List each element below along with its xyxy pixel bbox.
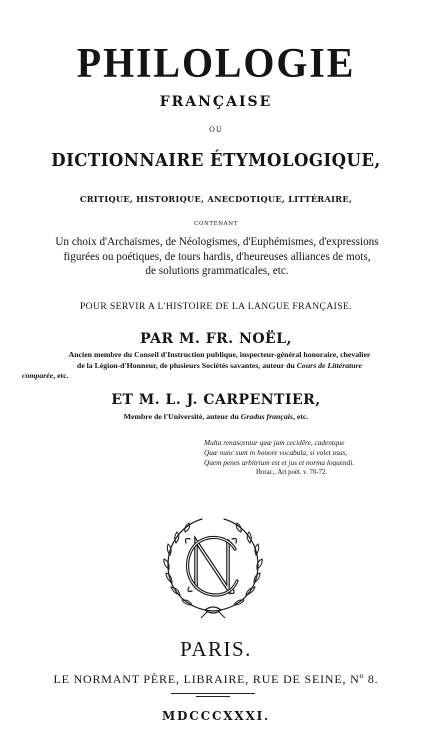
descriptor-line: CRITIQUE, HISTORIQUE, ANECDOTIQUE, LITTÉRAIRE,: [79, 194, 353, 204]
author1-text: , etc.: [53, 371, 69, 381]
author2-text: , etc.: [292, 412, 309, 421]
divider-rule: [171, 693, 255, 694]
conjunction-ou: OU: [209, 126, 223, 134]
nc-monogram-icon: [160, 513, 266, 618]
work-title: comparée: [22, 371, 54, 381]
imprint-city: PARIS.: [180, 637, 252, 661]
purpose-line: POUR SERVIR A L'HISTOIRE DE LA LANGUE FRANÇAISE.: [79, 301, 353, 312]
contents-label: CONTENANT: [194, 221, 238, 227]
author1-credentials-line: [22, 371, 417, 382]
author2-text: Membre de l'Université, auteur du: [123, 412, 241, 421]
imprint-publisher: LE NORMANT PÈRE, LIBRAIRE, RUE DE SEINE, Nº 8.: [53, 672, 379, 686]
epigraph-reference: Horac., Art poët. v. 70-72.: [256, 468, 328, 476]
epigraph-line: Quem penes arbitrium est et jus et norma loquendi.: [204, 457, 355, 467]
work-title: Cours de Littérature: [296, 360, 363, 370]
author1-credentials: [22, 350, 417, 382]
epigraph-line: Multa renascentur quæ jam cecidêre, cadentque: [204, 438, 345, 447]
contents-line: de solutions grammaticales, etc.: [145, 265, 289, 277]
author1-credentials-line: Ancien membre du Conseil d'Instruction publique, inspecteur-général honoraire, chevalier: [68, 350, 371, 359]
contents-line: Un choix d'Archaïsmes, de Néologismes, d'Euphémismes, d'expressions: [55, 236, 379, 248]
author1-credentials-line: [22, 361, 417, 372]
work-title: Gradus français: [240, 412, 293, 421]
contents-line: figurées ou poétiques, de tours hardis, d'heureuses alliances de mots,: [63, 250, 371, 263]
author1-text: de la Légion-d'Honneur, de plusieurs Sociétés savantes, auteur du: [76, 360, 297, 370]
author1-name: PAR M. FR. NOËL,: [140, 331, 292, 347]
epigraph: [204, 438, 354, 478]
author2-credentials: [0, 412, 432, 421]
epigraph-line: Quæ nunc sunt in honore vocabula, si volet usus,: [204, 447, 348, 457]
author2-name: ET M. L. J. CARPENTIER,: [111, 392, 321, 408]
dictionary-heading: DICTIONNAIRE ÉTYMOLOGIQUE,: [51, 150, 381, 171]
divider-rule: [196, 696, 230, 697]
book-subtitle: FRANÇAISE: [159, 94, 273, 110]
imprint-year: MDCCCXXXI.: [161, 709, 271, 723]
book-title: PHILOLOGIE: [76, 41, 356, 87]
contents-paragraph: [12, 235, 422, 279]
